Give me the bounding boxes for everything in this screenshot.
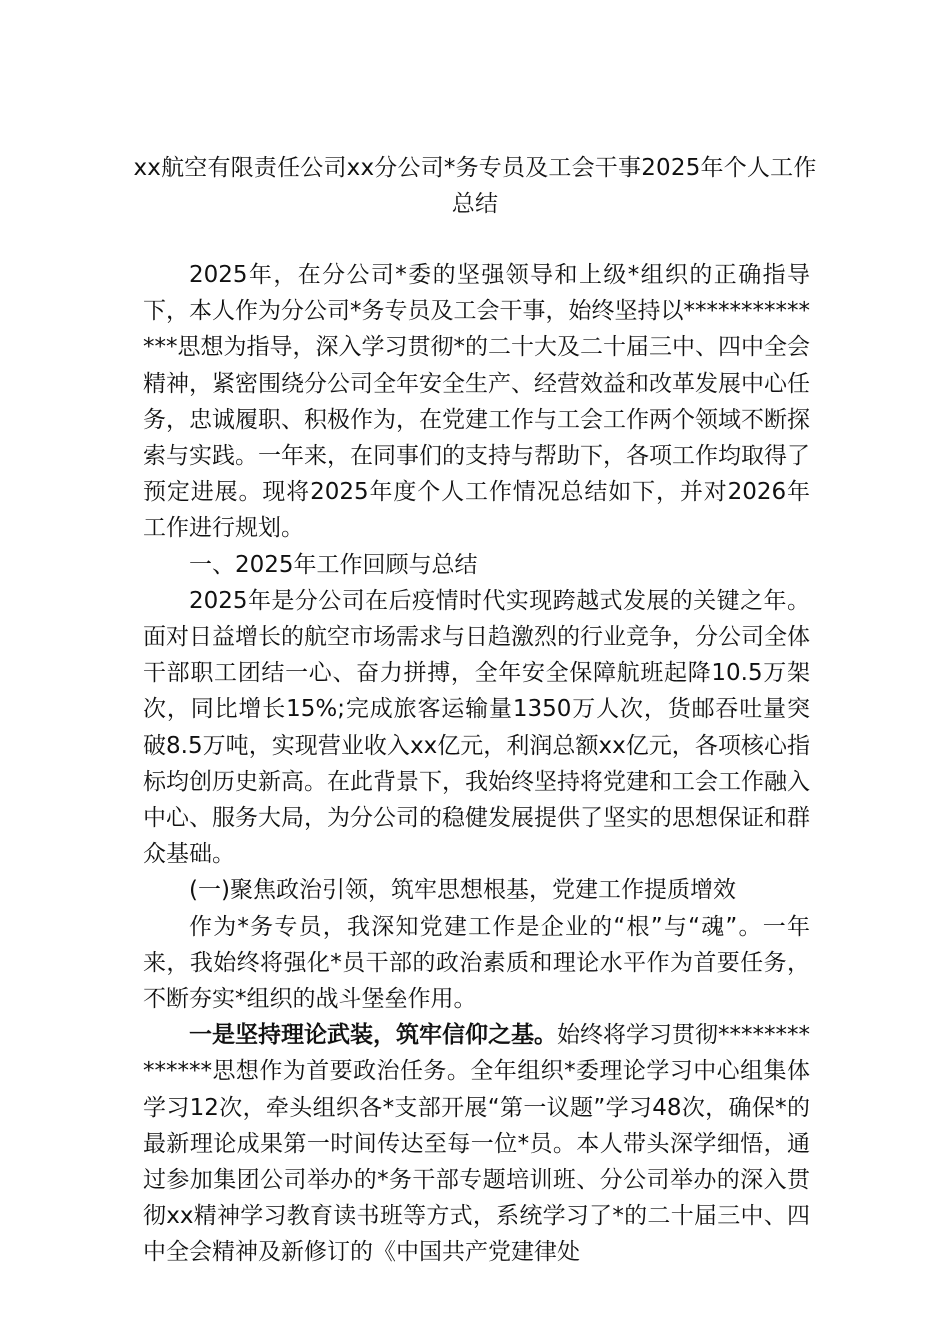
subsection-heading: (一)聚焦政治引领，筑牢思想根基，党建工作提质增效 — [189, 877, 736, 904]
document-title: xx航空有限责任公司xx分公司*务专员及工会干事2025年个人工作总结 — [133, 155, 817, 217]
party-work-paragraph: 作为*务专员，我深知党建工作是企业的“根”与“魂”。一年来，我始终将强化*员干部的政治素质和理论水平作为首要任务，不断夯实*组织的战斗堡垒作用。 — [143, 913, 810, 1013]
theory-study-paragraph — [143, 1017, 810, 1270]
intro-paragraph: 2025年，在分公司*委的坚强领导和上级*组织的正确指导下，本人作为分公司*务专员及工会干事，始终坚持以**************思想为指导，深入学习贯彻*的二十大及二十届三中、四中全会精神，紧密围绕分公司全年安全生产、经营效益和改革发展中心任务，忠诚履职、积极作为，在党建工作与工会工作两个领域不断探索与实践。一年来，在同事们的支持与帮助下，各项工作均取得了预定进展。现将2025年度个人工作情况总结如下，并对2026年工作进行规划。 — [143, 262, 810, 542]
document-body — [143, 257, 810, 1271]
review-paragraph: 2025年是分公司在后疫情时代实现跨越式发展的关键之年。面对日益增长的航空市场需求与日趋激烈的行业竞争，分公司全体干部职工团结一心、奋力拼搏，全年安全保障航班起降10.5万架次，同比增长15%;完成旅客运输量1350万人次，货邮吞吐量突破8.5万吨，实现营业收入xx亿元，利润总额xx亿元，各项核心指标均创历史新高。在此背景下，我始终坚持将党建和工会工作融入中心、服务大局，为分公司的稳健发展提供了坚实的思想保证和群众基础。 — [143, 587, 810, 868]
theory-study-lead: 一是坚持理论武装，筑牢信仰之基。 — [189, 1022, 557, 1049]
section-heading: 一、2025年工作回顾与总结 — [189, 551, 478, 578]
theory-study-text: 始终将学习贯彻**************思想作为首要政治任务。全年组织*委理论学习中心组集体学习12次，牵头组织各*支部开展“第一议题”学习48次，确保*的最新理论成果第一时间传达至每一位*员。本人带头深学细悟，通过参加集团公司举办的*务干部专题培训班、分公司举办的深入贯彻xx精神学习教育读书班等方式，系统学习了*的二十届三中、四中全会精神及新修订的《中国共产党建律处 — [143, 1022, 810, 1266]
